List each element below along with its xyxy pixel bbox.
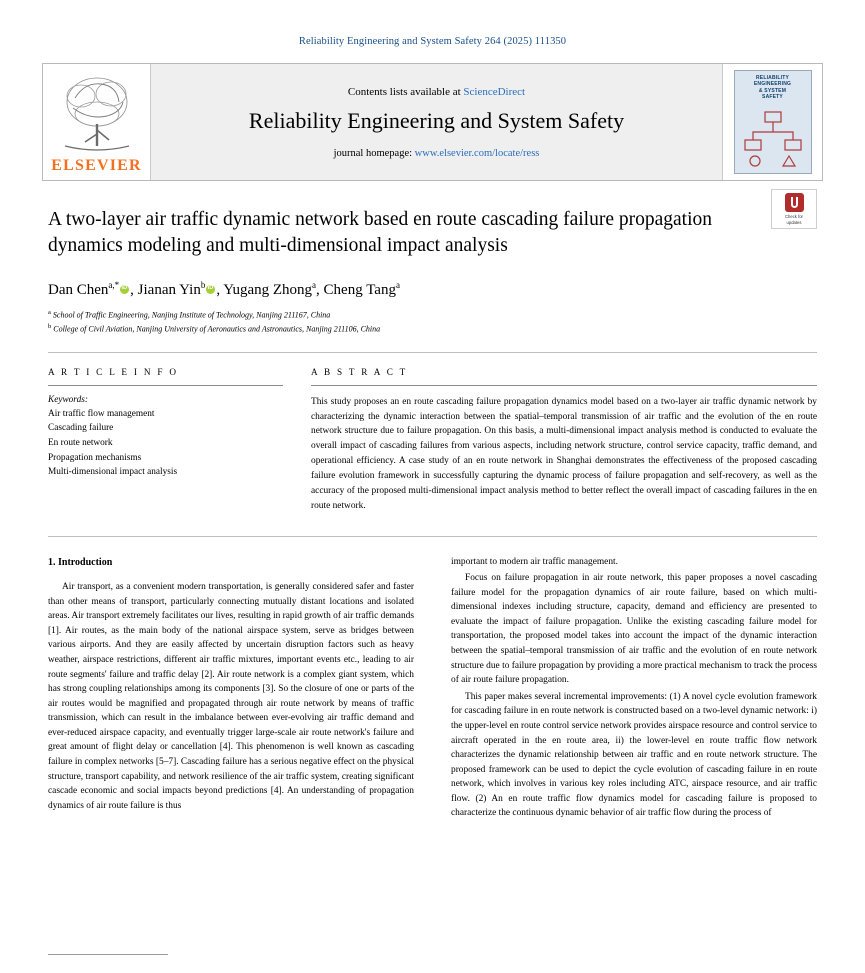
journal-cover-thumbnail: [722, 64, 822, 180]
author-name: Cheng Tang: [323, 281, 396, 298]
column-gap: [283, 367, 311, 514]
divider: [48, 385, 283, 386]
author-affil-marker: a: [395, 279, 400, 290]
body-column-right: [451, 555, 817, 823]
elsevier-tree-icon: [55, 68, 139, 154]
cover-thumb: [734, 70, 812, 174]
keyword-item: Propagation mechanisms: [48, 452, 142, 463]
author-list: [48, 280, 817, 299]
keywords-list: [48, 407, 283, 480]
author-entry: Yugang Zhong$^a$,: [223, 279, 320, 298]
section-heading: 1. Introduction: [48, 556, 113, 568]
footnote-rule: [48, 954, 168, 955]
masthead-center: [151, 64, 722, 180]
journal-homepage-link[interactable]: www.elsevier.com/locate/ress: [414, 147, 540, 159]
affiliation-text: College of Civil Aviation, Nanjing University of Aeronautics and Astronautics, Nanjing 211106, China: [53, 324, 381, 334]
author-entry: Jianan Yin$^b$ iD ,: [138, 282, 220, 298]
title-zone: [48, 207, 817, 336]
author-affil-marker: a: [312, 279, 317, 290]
paragraph: Focus on failure propagation in air route network, this paper proposes a novel cascading failure model for the propagation dynamics of air route failure, based on which multi-dimensional indexes including structure, capacity, demand and efficiency are presented to evaluate the impact of failure propagation. Unlike the existing cascading failure model for transportation, the proposed model takes into account the impact of the dynamic interaction between the spatial–temporal transmission of air traffic and the evolution of en route network structure due to failure propagation by providing a more practical mechanism to track the process of air route failure propagation.: [451, 573, 817, 686]
author-entry: [323, 279, 400, 298]
homepage-prefix: journal homepage:: [333, 147, 413, 159]
running-head: Reliability Engineering and System Safety 264 (2025) 111350: [298, 36, 567, 47]
keywords-label: Keywords:: [48, 394, 88, 405]
contents-prefix: Contents lists available at: [347, 85, 461, 98]
orcid-icon[interactable]: [120, 285, 129, 294]
elsevier-wordmark: ELSEVIER: [51, 157, 142, 174]
author-entry: Dan Chen$^{a,*}$ iD ,: [48, 282, 134, 298]
page-title: A two-layer air traffic dynamic network based en route cascading failure propagation dynamics modeling and multi-dimensional impact analysis: [48, 209, 712, 257]
divider: [48, 352, 817, 353]
crossmark-badge[interactable]: [771, 189, 817, 229]
keyword-item: Cascading failure: [48, 423, 114, 434]
info-abstract-row: [48, 367, 817, 514]
divider: [48, 536, 817, 537]
affiliation-list: [48, 308, 817, 336]
article-info-column: [48, 367, 283, 514]
body-columns: [48, 555, 817, 823]
abstract-text: This study proposes an en route cascading failure propagation dynamics model based on a two-layer air traffic dynamic network by characterizing the dynamic interaction between the spatial–temporal transmission of air traffic and the evolution of the en route network structure due to failure propagation. On this basis, a multi-dimensional impact analysis method is conducted to evaluate the overall impact of cascading failures from various aspects, including network structure, control service capacity, traffic demand, and operational efficiency. A case study of an en route network in Shanghai demonstrates the effectiveness of the proposed cascading failure evolution framework in successfully capturing the dynamic process of failure propagation and self-recovery, as well as the accuracy of the proposed multi-dimensional impact analysis method to better reflect the overall impact of cascading failures in the en route network.: [311, 396, 817, 511]
abstract-column: [311, 367, 817, 514]
author-name: Dan Chen: [48, 281, 109, 298]
article-info-heading: A R T I C L E I N F O: [48, 366, 179, 377]
publisher-logo: [43, 64, 151, 180]
journal-masthead: [42, 63, 823, 181]
column-gap: [414, 555, 451, 823]
keyword-item: En route network: [48, 438, 113, 449]
cover-title: RELIABILITY ENGINEERING & SYSTEM SAFETY: [753, 75, 792, 100]
divider: [311, 385, 817, 386]
contents-line: [348, 86, 525, 98]
orcid-icon[interactable]: [206, 285, 215, 294]
crossmark-icon: [785, 193, 804, 212]
author-name: Yugang Zhong: [223, 281, 313, 298]
paragraph: Air transport, as a convenient modern transportation, is generally considered safer and faster than other means of transport, particularly connecting mutually distant locations and isolated areas. Air transport extremely facilitates our lives, resulting in rapid growth of air traffic demands [1]. Air routes, as the main body of the national airspace system, serve as bridges between various airports. And they are easily affected by uncertain disruption factors such as heavy weather, airspace restrictions, different air traffic mixtures, important events etc., leading to air route segments' failure and traffic delay [2]. Air route network is a complex giant system, which has strong coupling relationships among its components [3]. So the closure of one or parts of the air routes would be magnified and propagated through air route network by means of traffic transmission, which can result in the imbalance between ever-evolving air traffic demand and ever-reduced airspace capacity, and eventually trigger large-scale air route network's failure and great amount of flight delay or cancellation [4]. This phenomenon is well known as cascading failure in complex networks [5–7]. Cascading failure has a serious negative effect on the physical structure, transport capability, and network resilience of the air traffic system, creating significant cascade economic and social impacts beyond predictions [4]. An understanding of propagation dynamics of air route failure is thus: [48, 582, 414, 811]
keyword-item: Air traffic flow management: [48, 408, 155, 419]
affiliation-item: [48, 308, 817, 322]
author-affil-marker: a,*: [108, 279, 120, 290]
affiliation-marker: b: [48, 322, 52, 330]
journal-title: Reliability Engineering and System Safety: [248, 107, 625, 133]
author-name: Jianan Yin: [137, 281, 201, 298]
abstract-heading: A B S T R A C T: [311, 366, 408, 377]
paragraph: This paper makes several incremental improvements: (1) A novel cycle evolution framework for cascading failure in en route network is constructed based on a two-level dynamic network: i) the upper-level en route control service network provides airspace resource and control service to aircraft operated in the en route area, ii) the lower-level en route traffic flow network characterizes the dynamic relationship between air traffic and en route network structure. The proposed framework can be used to depict the cycle evolution of cascading failure in en route network, which involves in various key roles including ATC, airspace resource, and air traffic flow. (2) An en route traffic flow dynamics model for cascading failure is proposed to characterize the continuous dynamic behavior of air traffic flow during the process of: [451, 691, 817, 819]
affiliation-text: School of Traffic Engineering, Nanjing Institute of Technology, Nanjing 211167, China: [52, 310, 331, 320]
affiliation-marker: a: [48, 308, 51, 316]
body-column-left: [48, 555, 414, 823]
cover-diagram-icon: [739, 106, 807, 170]
author-affil-marker: b: [200, 279, 206, 290]
paragraph: important to modern air traffic management.: [451, 556, 618, 567]
sciencedirect-link[interactable]: ScienceDirect: [463, 85, 526, 98]
crossmark-label: Check for updates: [785, 214, 803, 225]
keyword-item: Multi-dimensional impact analysis: [48, 467, 178, 478]
homepage-line: [334, 148, 540, 159]
affiliation-item: [48, 322, 817, 336]
